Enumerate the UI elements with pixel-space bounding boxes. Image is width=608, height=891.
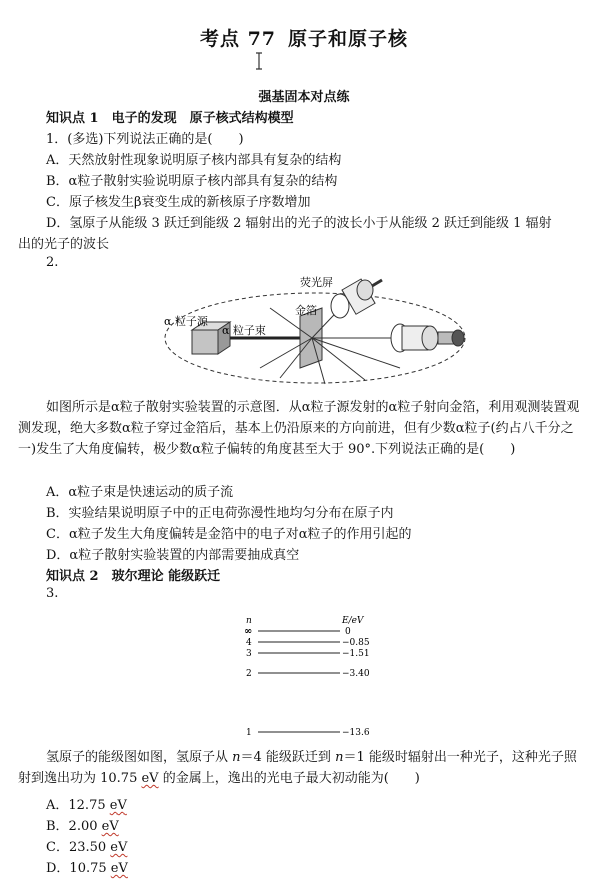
level-n-label: 1 [246, 728, 252, 738]
section-heading-1: 知识点 1 电子的发现 原子核式结构模型 [46, 111, 294, 126]
q3-stem [18, 747, 586, 789]
q2-option-a: A．α粒子束是快速运动的质子流 [46, 485, 234, 500]
right-microscope [391, 324, 464, 352]
q3-option-b [46, 815, 119, 834]
q1-option-c: C．原子核发生β衰变生成的新核原子序数增加 [46, 195, 311, 210]
option-unit: eV [101, 819, 119, 834]
level-energy-label: −0.85 [342, 638, 370, 648]
q1-stem: 1．(多选)下列说法正确的是( ) [46, 132, 244, 147]
q3-stem-post: 的金属上，逸出的光电子最大初动能为( ) [158, 771, 420, 786]
q2-option-d: D．α粒子散射实验装置的内部需要抽成真空 [46, 548, 300, 563]
alpha-scattering-diagram [160, 268, 480, 393]
q1-option-d: D．氢原子从能级 3 跃迁到能级 2 辐射出的光子的波长小于从能级 2 跃迁到能级 1 辐射 [46, 216, 552, 231]
axis-label-energy: E/eV [342, 616, 364, 626]
q2-option-b: B．实验结果说明原子中的正电荷弥漫性地均匀分布在原子内 [46, 506, 394, 521]
level-n-label: 4 [246, 638, 252, 648]
q3-option-c [46, 836, 127, 855]
q1-option-b: B．α粒子散射实验说明原子核内部具有复杂的结构 [46, 174, 338, 189]
text-cursor-icon [254, 52, 264, 70]
title-topic-name: 原子和原子核 [288, 28, 409, 50]
option-label: C．23.50 [46, 840, 111, 855]
option-label: A．12.75 [46, 798, 110, 813]
q3-option-a [46, 794, 127, 813]
option-label: D．10.75 [46, 861, 111, 876]
q1-option-a: A．天然放射性现象说明原子核内部具有复杂的结构 [46, 153, 342, 168]
axis-label-n: n [246, 616, 252, 626]
q3-number: 3. [46, 586, 59, 601]
level-energy-label: 0 [345, 627, 351, 637]
level-energy-label: −1.51 [342, 649, 370, 659]
level-3 [246, 649, 370, 659]
q2-option-c: C．α粒子发生大角度偏转是金箔中的电子对α粒子的作用引起的 [46, 527, 412, 542]
level-2 [246, 669, 370, 679]
page-title [0, 24, 608, 51]
level-n-label: 2 [246, 669, 252, 679]
q3-option-d [46, 857, 128, 876]
level-1 [246, 728, 370, 738]
option-unit: eV [110, 840, 128, 855]
level-4 [246, 638, 370, 648]
level-energy-label: −13.6 [342, 728, 370, 738]
title-topic-number: 考点 77 [199, 28, 277, 50]
unit-ev: eV [141, 771, 159, 786]
option-unit: eV [109, 798, 127, 813]
q3-stem-mid2: ＝1 能级时辐射出一种光子，这种光子照射到逸出功为 10.75 [18, 750, 577, 786]
label-alpha-source: α 粒子源 [164, 315, 208, 328]
option-unit: eV [110, 861, 128, 876]
q3-stem-mid1: ＝4 能级跃迁到 [240, 750, 336, 765]
level-energy-label: −3.40 [342, 669, 370, 679]
label-gold-foil: 金箔 [295, 304, 317, 317]
option-label: B．2.00 [46, 819, 102, 834]
upper-microscope [331, 279, 382, 318]
var-n: n [232, 750, 241, 765]
q2-stem: 如图所示是α粒子散射实验装置的示意图．从α粒子源发射的α粒子射向金箔，利用观测装置观测发现，绝大多数α粒子穿过金箔后，基本上仍沿原来的方向前进，但有少数α粒子(约占八千分之一)发生了大角度偏转，极少数α粒子偏转的角度甚至大于 90°.下列说法正确的是( ) [18, 400, 580, 457]
q1-option-d-continued: 出的光子的波长 [18, 237, 110, 252]
section-subtitle: 强基固本对点练 [258, 90, 350, 105]
q3-stem-pre: 氢原子的能级图如图，氢原子从 [46, 750, 233, 765]
label-alpha-beam: α 粒子束 [222, 324, 266, 337]
label-fluorescent-screen: 荧光屏 [300, 276, 333, 289]
section-heading-2: 知识点 2 玻尔理论 能级跃迁 [46, 569, 221, 584]
var-n: n [335, 750, 344, 765]
level-n-label: ∞ [244, 626, 253, 637]
level-n-label: 3 [246, 649, 252, 659]
energy-level-diagram [238, 612, 388, 740]
q2-number: 2. [46, 255, 59, 270]
scattered-rays [260, 298, 400, 384]
level-infinity [244, 626, 351, 637]
